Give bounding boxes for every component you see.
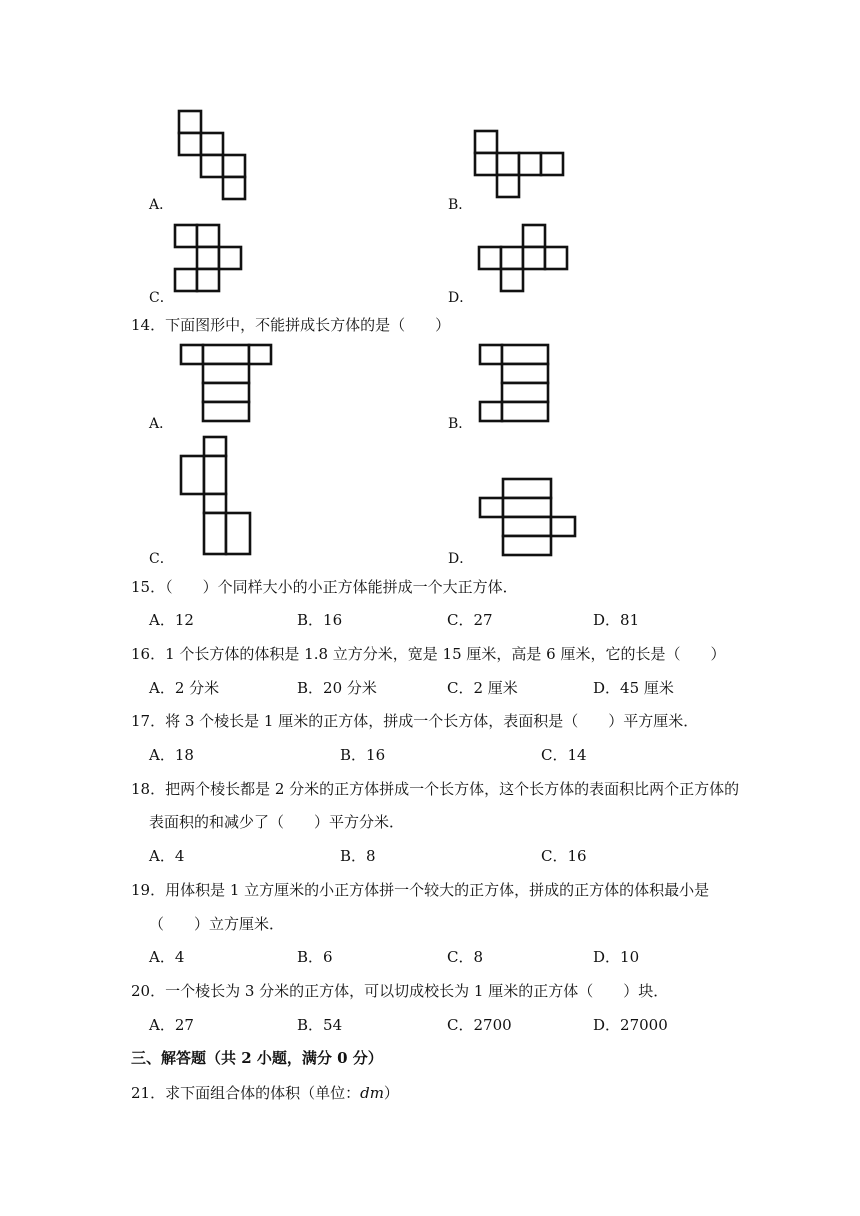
q18-stem-line2: 表面积的和减少了（ ）平方分米． xyxy=(149,813,405,831)
q17-option-b[interactable]: B．16 xyxy=(340,746,386,764)
q13-net-a-figure xyxy=(178,110,248,204)
q14-net-a-figure xyxy=(180,344,274,424)
q15-option-d[interactable]: D．81 xyxy=(593,611,640,629)
q14-option-b-label[interactable]: B． xyxy=(448,416,473,432)
q16-option-c[interactable]: C．2 厘米 xyxy=(447,679,518,697)
q13-net-b-figure xyxy=(474,130,568,204)
section-3-heading: 三、解答题（共 2 小题，满分 0 分） xyxy=(131,1049,383,1067)
q20-option-a[interactable]: A．27 xyxy=(149,1016,194,1034)
q15-option-a[interactable]: A．12 xyxy=(149,611,194,629)
q19-option-b[interactable]: B．6 xyxy=(297,948,333,966)
q21-unit: dm xyxy=(360,1084,384,1102)
q13-option-a-label[interactable]: A． xyxy=(149,197,174,213)
q19-option-c[interactable]: C．8 xyxy=(447,948,484,966)
q21-stem-suffix: ） xyxy=(383,1084,399,1102)
q19-option-a[interactable]: A．4 xyxy=(149,948,185,966)
q15-stem: 15．（ ）个同样大小的小正方体能拼成一个大正方体． xyxy=(131,578,518,596)
q14-net-d-figure xyxy=(479,478,579,558)
q21-stem xyxy=(131,1082,399,1103)
q13-option-c-label[interactable]: C． xyxy=(149,290,174,306)
q19-stem-line1: 19．用体积是 1 立方厘米的小正方体拼一个较大的正方体，拼成的正方体的体积最小是 xyxy=(131,881,710,899)
q19-option-d[interactable]: D．10 xyxy=(593,948,640,966)
q13-net-d-figure xyxy=(478,224,574,298)
q18-option-a[interactable]: A．4 xyxy=(149,847,185,865)
q18-option-c[interactable]: C．16 xyxy=(541,847,587,865)
q16-option-d[interactable]: D．45 厘米 xyxy=(593,679,674,697)
q14-option-d-label[interactable]: D． xyxy=(448,551,474,567)
q16-option-b[interactable]: B．20 分米 xyxy=(297,679,377,697)
q16-option-a[interactable]: A．2 分米 xyxy=(149,679,220,697)
q14-option-a-label[interactable]: A． xyxy=(149,416,174,432)
q20-option-c[interactable]: C．2700 xyxy=(447,1016,512,1034)
q15-option-b[interactable]: B．16 xyxy=(297,611,343,629)
q18-option-b[interactable]: B．8 xyxy=(340,847,376,865)
q20-option-d[interactable]: D．27000 xyxy=(593,1016,668,1034)
q16-stem: 16．1 个长方体的体积是 1.8 立方分米，宽是 15 厘米，高是 6 厘米，它的长是（ ） xyxy=(131,645,726,663)
q14-stem: 14．下面图形中，不能拼成长方体的是（ ） xyxy=(131,316,451,334)
q13-option-b-label[interactable]: B． xyxy=(448,197,473,213)
q14-net-b-figure xyxy=(479,344,553,424)
q14-option-c-label[interactable]: C． xyxy=(149,551,174,567)
q13-option-d-label[interactable]: D． xyxy=(448,290,474,306)
q15-option-c[interactable]: C．27 xyxy=(447,611,493,629)
q20-option-b[interactable]: B．54 xyxy=(297,1016,343,1034)
q18-stem-line1: 18．把两个棱长都是 2 分米的正方体拼成一个长方体，这个长方体的表面积比两个正方体的 xyxy=(131,780,740,798)
q17-stem: 17．将 3 个棱长是 1 厘米的正方体，拼成一个长方体，表面积是（ ）平方厘米． xyxy=(131,712,699,730)
q17-option-c[interactable]: C．14 xyxy=(541,746,587,764)
q19-stem-line2: （ ）立方厘米． xyxy=(149,915,285,933)
q13-net-c-figure xyxy=(174,224,246,298)
q14-net-c-figure xyxy=(180,436,254,558)
q17-option-a[interactable]: A．18 xyxy=(149,746,194,764)
q20-stem: 20．一个棱长为 3 分米的正方体，可以切成校长为 1 厘米的正方体（ ）块． xyxy=(131,982,669,1000)
q21-stem-prefix: 21．求下面组合体的体积（单位： xyxy=(131,1084,361,1102)
